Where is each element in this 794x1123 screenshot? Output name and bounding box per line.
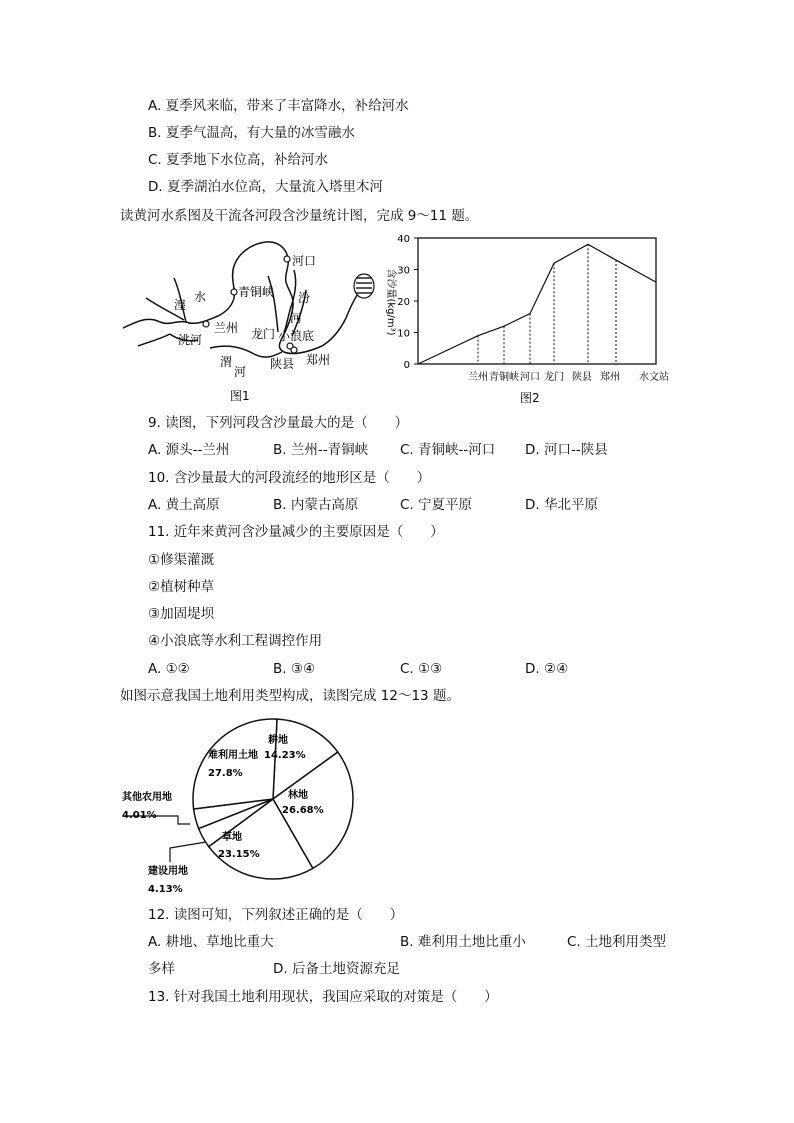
q12-option-c-cont: 多样 <box>148 961 175 977</box>
x-tick-label: 兰州 <box>468 372 488 383</box>
q9-option-c: C. 青铜峡--河口 <box>400 442 496 458</box>
q9-option-b: B. 兰州--青铜峡 <box>273 442 369 458</box>
map-label-taohe: 洮河 <box>178 333 203 347</box>
q10-option-d: D. 华北平原 <box>525 497 598 513</box>
q11-stem: 11. 近年来黄河含沙量减少的主要原因是（ ） <box>148 524 444 540</box>
q11-option-d: D. ②④ <box>525 661 569 677</box>
pie-pct-cropland: 14.23% <box>264 750 306 761</box>
q8-option-a: A. 夏季风来临，带来了丰富降水，补给河水 <box>148 98 409 114</box>
pie-slice <box>193 719 277 809</box>
map-label-he2: 河 <box>234 365 247 379</box>
x-tick-label: 陕县 <box>572 372 592 383</box>
pie-label-unusable: 难利用土地 <box>208 750 258 761</box>
q11-item-1: ①修渠灌溉 <box>148 552 215 568</box>
map-label-hekou: 河口 <box>292 254 317 268</box>
pie-label-cropland: 耕地 <box>268 735 288 746</box>
chart-ylabel: 含沙量(kg/m³) <box>385 268 396 336</box>
map-label-zhengzhou: 郑州 <box>306 353 331 367</box>
pie-pct-forest: 26.68% <box>282 805 324 816</box>
fig2-caption: 图2 <box>520 391 540 405</box>
map-label-longmen: 龙门 <box>251 327 276 341</box>
x-tick-label: 水文站 <box>639 372 669 383</box>
q10-stem: 10. 含沙量最大的河段流经的地形区是（ ） <box>148 470 431 486</box>
intro-12-13: 如图示意我国土地利用类型构成，读图完成 12～13 题。 <box>120 688 460 704</box>
leader-construction <box>170 842 206 862</box>
q12-option-b: B. 难利用土地比重小 <box>400 934 526 950</box>
map-label-lanzhou: 兰州 <box>214 321 239 335</box>
y-tick-label: 40 <box>397 234 410 245</box>
map-label-xiaolangdi: 小浪底 <box>278 329 315 343</box>
x-tick-label: 龙门 <box>544 372 564 383</box>
q11-item-2: ②植树种草 <box>148 579 215 595</box>
y-tick-label: 30 <box>397 265 410 277</box>
q11-option-c: C. ①③ <box>400 661 443 677</box>
q12-option-a: A. 耕地、草地比重大 <box>148 934 274 950</box>
pie-label-grassland: 草地 <box>222 832 242 843</box>
q13-stem: 13. 针对我国土地利用现状，我国应采取的对策是（ ） <box>148 989 498 1005</box>
q11-item-3: ③加固堤坝 <box>148 606 215 622</box>
q12-stem: 12. 读图可知，下列叙述正确的是（ ） <box>148 907 404 923</box>
pie-label-other-farmland: 其他农用地 <box>122 792 172 803</box>
fig2-chart <box>370 230 690 406</box>
y-tick-label: 20 <box>397 297 410 308</box>
q12-option-c: C. 土地利用类型 <box>567 934 667 950</box>
chart-frame <box>418 238 656 364</box>
map-label-shanxian: 陕县 <box>270 357 295 371</box>
y-tick-label: 0 <box>403 360 410 371</box>
map-label-shui: 水 <box>194 290 207 304</box>
q9-option-d: D. 河口--陕县 <box>525 442 608 458</box>
x-tick-label: 青铜峡 <box>489 372 519 383</box>
q8-option-b: B. 夏季气温高，有大量的冰雪融水 <box>148 125 355 141</box>
q11-option-a: A. ①② <box>148 661 190 677</box>
pie-label-forest: 林地 <box>288 790 308 801</box>
x-tick-label: 河口 <box>520 372 540 383</box>
pie-pct-unusable: 27.8% <box>208 768 243 779</box>
pie-pct-construction: 4.13% <box>148 884 183 895</box>
intro-9-11: 读黄河水系图及干流各河段含沙量统计图，完成 9～11 题。 <box>120 208 479 224</box>
q8-option-c: C. 夏季地下水位高，补给河水 <box>148 152 329 168</box>
pie-label-construction: 建设用地 <box>148 866 188 877</box>
land-use-pie-chart <box>118 712 368 902</box>
q11-item-4: ④小浪底等水利工程调控作用 <box>148 633 323 649</box>
x-tick-label: 郑州 <box>600 372 620 383</box>
series-line <box>418 244 656 364</box>
q9-option-a: A. 源头--兰州 <box>148 442 230 458</box>
pie-pct-grassland: 23.15% <box>218 849 260 860</box>
y-tick-label: 10 <box>397 328 410 340</box>
q10-option-a: A. 黄土高原 <box>148 497 220 513</box>
pie-pct-other-farmland: 4.01% <box>122 810 157 821</box>
q12-option-d: D. 后备土地资源充足 <box>273 961 400 977</box>
fig1-map <box>118 236 380 406</box>
q8-option-d: D. 夏季湖泊水位高，大量流入塔里木河 <box>148 179 383 195</box>
map-label-huang: 湟 <box>174 298 187 312</box>
q9-stem: 9. 读图，下列河段含沙量最大的是（ ） <box>148 415 409 431</box>
fig1-caption: 图1 <box>230 389 250 403</box>
q11-option-b: B. ③④ <box>273 661 316 677</box>
map-label-fen: 汾 <box>298 291 311 305</box>
map-label-qingtongxia: 青铜峡 <box>238 285 275 299</box>
q10-option-c: C. 宁夏平原 <box>400 497 473 513</box>
map-label-he: 河 <box>290 311 303 325</box>
map-label-wei: 渭 <box>220 355 233 369</box>
q10-option-b: B. 内蒙古高原 <box>273 497 359 513</box>
